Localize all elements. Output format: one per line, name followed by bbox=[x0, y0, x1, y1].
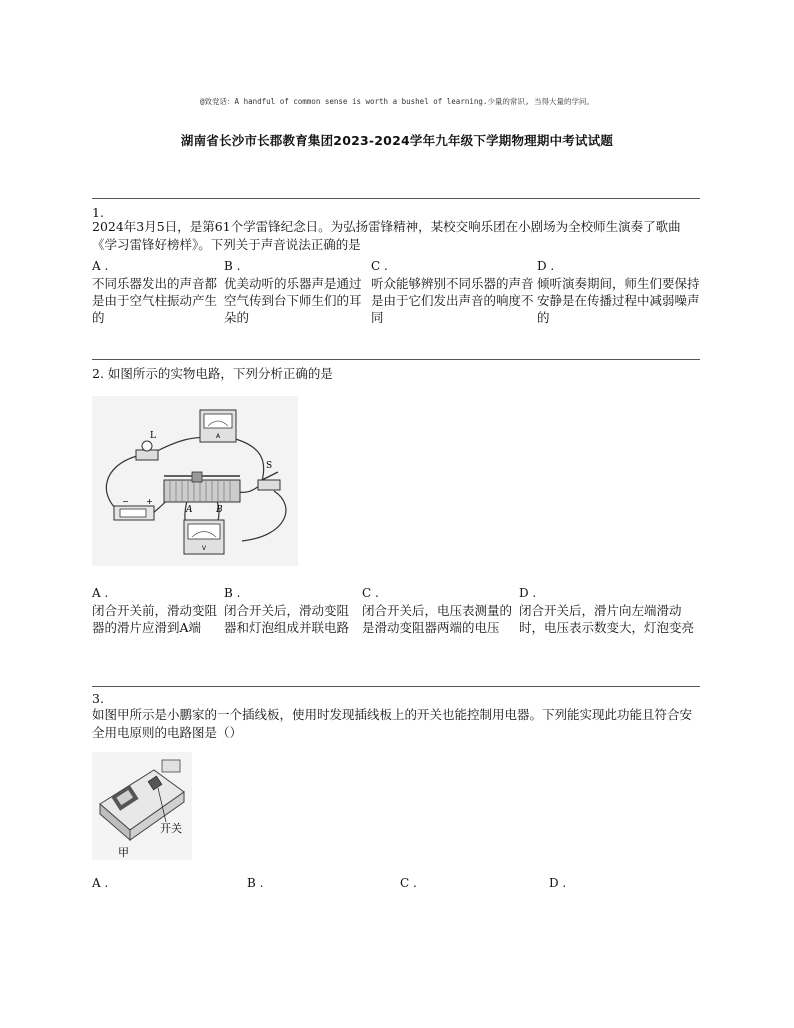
divider-q1 bbox=[92, 198, 700, 199]
option-text: 不同乐器发出的声音都是由于空气柱振动产生的 bbox=[92, 276, 218, 325]
option-text: 闭合开关前，滑动变阻器的滑片应滑到A端 bbox=[92, 603, 218, 635]
question-3-number: 3. bbox=[92, 691, 104, 706]
option-letter: B . bbox=[224, 259, 241, 273]
question-2-option-a[interactable] bbox=[92, 585, 220, 636]
svg-text:+: + bbox=[146, 497, 153, 506]
switch-label: 开关 bbox=[160, 822, 182, 835]
ammeter-label: A bbox=[215, 433, 221, 440]
switch-label: S bbox=[266, 461, 273, 471]
voltmeter bbox=[184, 520, 224, 554]
option-text: 闭合开关后，电压表测量的是滑动变阻器两端的电压 bbox=[362, 603, 513, 635]
svg-text:−: − bbox=[122, 497, 129, 506]
option-text: 听众能够辨别不同乐器的声音是由于它们发出声音的响度不同 bbox=[371, 276, 534, 325]
question-1-option-c[interactable] bbox=[371, 258, 537, 326]
figure-caption: 甲 bbox=[118, 846, 129, 859]
option-letter: B . bbox=[224, 586, 241, 600]
question-3-stem: 如图甲所示是小鹏家的一个插线板，使用时发现插线板上的开关也能控制用电器。下列能实现此功能且符合安全用电原则的电路图是（） bbox=[92, 707, 693, 740]
page-title: 湖南省长沙市长郡教育集团2023-2024学年九年级下学期物理期中考试试题 bbox=[180, 133, 614, 148]
option-letter: A . bbox=[92, 259, 109, 273]
question-2-option-d[interactable] bbox=[519, 585, 703, 636]
option-letter: A . bbox=[92, 586, 109, 600]
question-1-stem: 2024年3月5日，是第61个学雷锋纪念日。为弘扬雷锋精神，某校交响乐团在小剧场为全校师生演奏了歌曲《学习雷锋好榜样》。下列关于声音说法正确的是 bbox=[92, 219, 681, 252]
option-text: 闭合开关后，滑片向左端滑动时，电压表示数变大，灯泡变亮 bbox=[519, 603, 695, 635]
voltmeter-label: V bbox=[201, 545, 207, 552]
question-3-option-a[interactable]: A . bbox=[92, 876, 109, 890]
header-quote: @致党话：A handful of common sense is worth a bushel of learning.少量的常识, 当得大量的学问。 bbox=[200, 97, 594, 106]
question-2-option-c[interactable] bbox=[362, 585, 516, 636]
lamp-label: L bbox=[150, 431, 156, 441]
question-3-option-c[interactable]: C . bbox=[400, 876, 417, 890]
option-text: 优美动听的乐器声是通过空气传到台下师生们的耳朵的 bbox=[224, 276, 362, 325]
divider-q2 bbox=[92, 359, 700, 360]
question-2-option-b[interactable] bbox=[224, 585, 352, 636]
question-1-option-b[interactable] bbox=[224, 258, 364, 326]
power-strip-figure bbox=[92, 752, 192, 860]
circuit-figure bbox=[92, 396, 298, 566]
option-letter: D . bbox=[537, 259, 555, 273]
question-2-stem: 2. 如图所示的实物电路，下列分析正确的是 bbox=[92, 366, 333, 381]
question-3-option-b[interactable]: B . bbox=[247, 876, 264, 890]
option-letter: C . bbox=[371, 259, 388, 273]
option-text: 倾听演奏期间，师生们要保持安静是在传播过程中减弱噪声的 bbox=[537, 276, 700, 325]
end-b-label: B bbox=[216, 505, 223, 515]
question-1-option-d[interactable] bbox=[537, 258, 703, 326]
question-1-number: 1. bbox=[92, 205, 104, 220]
ammeter bbox=[200, 410, 236, 442]
divider-q3 bbox=[92, 686, 700, 687]
question-3-option-d[interactable]: D . bbox=[549, 876, 567, 890]
end-a-label: A bbox=[186, 505, 193, 515]
option-letter: D . bbox=[519, 586, 537, 600]
option-letter: C . bbox=[362, 586, 379, 600]
option-text: 闭合开关后，滑动变阻器和灯泡组成并联电路 bbox=[224, 603, 350, 635]
question-1-option-a[interactable] bbox=[92, 258, 220, 326]
